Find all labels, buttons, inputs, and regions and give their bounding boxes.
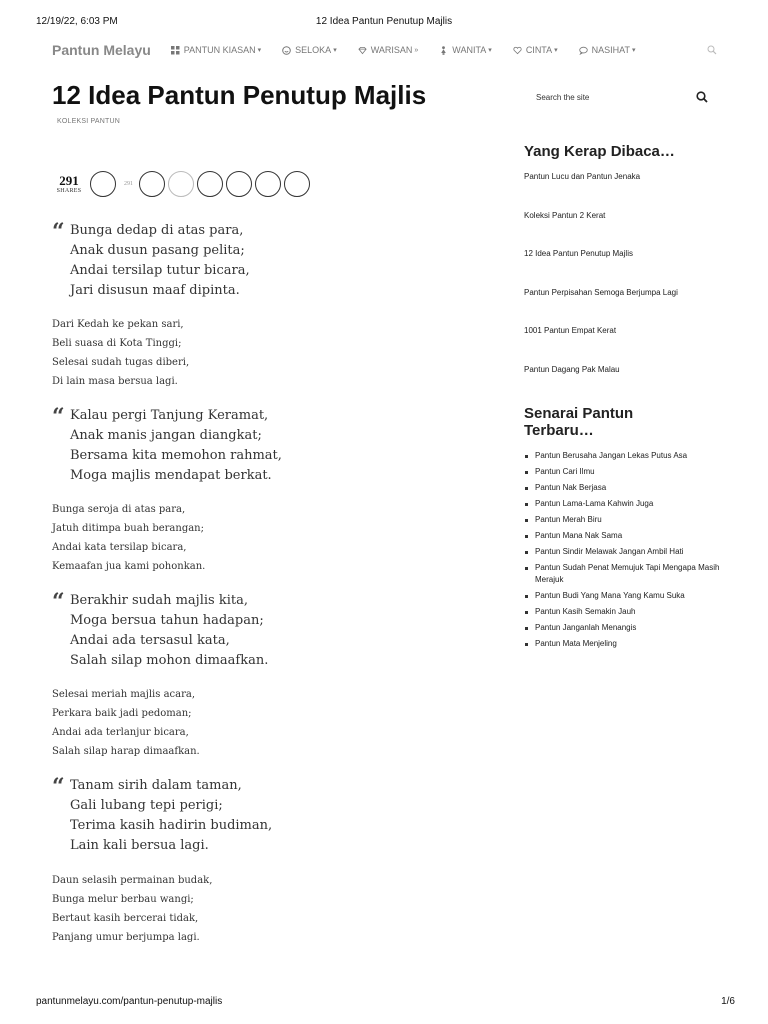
recent-item-label: Pantun Cari Ilmu bbox=[535, 467, 595, 476]
pantun-quote bbox=[52, 776, 472, 856]
woman-icon bbox=[439, 46, 448, 55]
quote-line: Andai ada tersasul kata, bbox=[70, 633, 230, 648]
recent-item[interactable] bbox=[524, 482, 724, 494]
quote-line: Jari disusun maaf dipinta. bbox=[70, 283, 240, 298]
share-button-email[interactable] bbox=[255, 171, 281, 197]
print-url: pantunmelayu.com/pantun-penutup-majlis bbox=[36, 996, 223, 1007]
pantun-quote bbox=[52, 406, 472, 486]
quote-line: Moga majlis mendapat berkat. bbox=[70, 468, 272, 483]
print-footer bbox=[0, 996, 768, 1010]
recent-item-label: Pantun Janganlah Menangis bbox=[535, 623, 637, 632]
chevron-down-icon: ▾ bbox=[257, 47, 262, 54]
chevron-down-icon: ▾ bbox=[333, 47, 337, 54]
pantun-line: Bertaut kasih bercerai tidak, bbox=[52, 913, 199, 924]
pantun-paragraph bbox=[52, 500, 472, 576]
top-navbar bbox=[52, 38, 717, 62]
quote-line: Moga bersua tahun hadapan; bbox=[70, 613, 264, 628]
pantun-line: Selesai meriah majlis acara, bbox=[52, 689, 196, 700]
page-title: 12 Idea Pantun Penutup Majlis bbox=[52, 80, 427, 110]
nav-item-label: WANITA bbox=[452, 45, 487, 55]
search-icon[interactable] bbox=[707, 45, 717, 55]
share-button-whatsapp[interactable] bbox=[168, 171, 194, 197]
chevron-down-icon: ▾ bbox=[488, 47, 492, 54]
quote-line: Andai tersilap tutur bicara, bbox=[70, 263, 250, 278]
quote-line: Gali lubang tepi perigi; bbox=[70, 798, 223, 813]
recent-item-label: Pantun Lama-Lama Kahwin Juga bbox=[535, 499, 654, 508]
recent-item[interactable] bbox=[524, 562, 724, 586]
bullet-icon bbox=[525, 611, 528, 614]
search-input[interactable] bbox=[536, 93, 686, 102]
heart-icon bbox=[513, 46, 522, 55]
recent-item-label: Pantun Mana Nak Sama bbox=[535, 531, 623, 540]
share-button-facebook[interactable] bbox=[90, 171, 116, 197]
pantun-paragraph bbox=[52, 871, 472, 947]
pantun-line: Kemaafan jua kami pohonkan. bbox=[52, 561, 206, 572]
recent-item[interactable] bbox=[524, 466, 724, 478]
quote-line: Lain kali bersua lagi. bbox=[70, 838, 209, 853]
print-header bbox=[0, 16, 768, 30]
recent-item[interactable] bbox=[524, 622, 724, 634]
pantun-line: Andai kata tersilap bicara, bbox=[52, 542, 187, 553]
share-count-number: 291 bbox=[59, 173, 79, 188]
popular-heading: Yang Kerap Dibaca… bbox=[524, 143, 675, 160]
recent-item-label: Pantun Sudah Penat Memujuk Tapi Mengapa Masih Merajuk bbox=[535, 563, 720, 584]
pantun-line: Andai ada terlanjur bicara, bbox=[52, 727, 189, 738]
quote-line: Salah silap mohon dimaafkan. bbox=[70, 653, 269, 668]
nav-item-cinta[interactable] bbox=[513, 45, 558, 55]
print-title: 12 Idea Pantun Penutup Majlis bbox=[315, 16, 453, 27]
recent-item-label: Pantun Nak Berjasa bbox=[535, 483, 607, 492]
popular-list bbox=[524, 171, 724, 402]
recent-list bbox=[524, 450, 724, 654]
category-link[interactable]: KOLEKSI PANTUN bbox=[57, 118, 120, 125]
pantun-line: Salah silap harap dimaafkan. bbox=[52, 746, 200, 757]
recent-item[interactable] bbox=[524, 606, 724, 618]
recent-heading-line: Senarai Pantun bbox=[524, 405, 634, 422]
nav-item-label: WARISAN bbox=[370, 45, 413, 55]
recent-item-label: Pantun Merah Biru bbox=[535, 515, 602, 524]
recent-item[interactable] bbox=[524, 546, 724, 558]
sidebar-search bbox=[524, 84, 718, 110]
chat-icon bbox=[579, 46, 588, 55]
pantun-line: Bunga seroja di atas para, bbox=[52, 504, 186, 515]
bullet-icon bbox=[525, 643, 528, 646]
diamond-icon bbox=[358, 46, 367, 55]
pantun-line: Daun selasih permainan budak, bbox=[52, 875, 213, 886]
bullet-icon bbox=[525, 535, 528, 538]
print-page-number: 1/6 bbox=[721, 996, 735, 1007]
bullet-icon bbox=[525, 627, 528, 630]
share-button-telegram[interactable] bbox=[226, 171, 252, 197]
popular-item[interactable]: 12 Idea Pantun Penutup Majlis bbox=[524, 249, 633, 258]
bullet-icon bbox=[525, 503, 528, 506]
quote-line: Terima kasih hadirin budiman, bbox=[70, 818, 273, 833]
recent-item[interactable] bbox=[524, 498, 724, 510]
nav-item-nasihat[interactable] bbox=[579, 45, 636, 55]
recent-item-label: Pantun Mata Menjeling bbox=[535, 639, 617, 648]
popular-item[interactable]: Pantun Perpisahan Semoga Berjumpa Lagi bbox=[524, 287, 678, 297]
bullet-icon bbox=[525, 455, 528, 458]
pantun-quote bbox=[52, 221, 472, 301]
recent-item-label: Pantun Berusaha Jangan Lekas Putus Asa bbox=[535, 451, 688, 460]
share-counter bbox=[52, 174, 86, 194]
share-button-pinterest[interactable] bbox=[197, 171, 223, 197]
quote-line: Tanam sirih dalam taman, bbox=[70, 778, 242, 793]
quote-line: Anak manis jangan diangkat; bbox=[70, 428, 262, 443]
pantun-paragraph bbox=[52, 685, 472, 761]
recent-item[interactable] bbox=[524, 450, 724, 462]
share-button-twitter[interactable] bbox=[139, 171, 165, 197]
quote-icon: “ bbox=[52, 774, 65, 800]
bullet-icon bbox=[525, 551, 528, 554]
recent-heading bbox=[524, 405, 633, 439]
pantun-line: Beli suasa di Kota Tinggi; bbox=[52, 338, 182, 349]
pantun-line: Selesai sudah tugas diberi, bbox=[52, 357, 190, 368]
popular-item[interactable]: 1001 Pantun Empat Kerat bbox=[524, 326, 617, 335]
quote-icon: “ bbox=[52, 589, 65, 615]
bullet-icon bbox=[525, 471, 528, 474]
bullet-icon bbox=[525, 595, 528, 598]
recent-item[interactable] bbox=[524, 514, 724, 526]
nav-item-label: SELOKA bbox=[295, 45, 332, 55]
share-bar bbox=[52, 168, 310, 200]
nav-item-pantun-kiasan[interactable] bbox=[171, 45, 261, 55]
nav-item-seloka[interactable] bbox=[282, 45, 337, 55]
popular-item[interactable]: Pantun Dagang Pak Malau bbox=[524, 364, 620, 374]
popular-item[interactable]: Pantun Lucu dan Pantun Jenaka bbox=[524, 172, 641, 181]
nav-item-warisan[interactable] bbox=[358, 45, 419, 55]
pantun-line: Di lain masa bersua lagi. bbox=[52, 376, 178, 387]
nav-item-label: PANTUN KIASAN bbox=[183, 45, 256, 55]
smile-icon bbox=[282, 46, 291, 55]
recent-item[interactable] bbox=[524, 530, 724, 542]
chevron-down-icon: ▾ bbox=[632, 47, 636, 54]
popular-item[interactable]: Koleksi Pantun 2 Kerat bbox=[524, 210, 606, 220]
nav-menu bbox=[171, 45, 717, 55]
print-datetime: 12/19/22, 6:03 PM bbox=[36, 16, 118, 27]
chevron-right-icon: » bbox=[414, 46, 419, 54]
share-buttons-group bbox=[139, 171, 310, 197]
pantun-line: Perkara baik jadi pedoman; bbox=[52, 708, 192, 719]
quote-line: Bunga dedap di atas para, bbox=[70, 223, 244, 238]
pantun-line: Bunga melur berbau wangi; bbox=[52, 894, 194, 905]
quote-line: Bersama kita memohon rahmat, bbox=[70, 448, 282, 463]
quote-line: Kalau pergi Tanjung Keramat, bbox=[70, 408, 269, 423]
quote-line: Berakhir sudah majlis kita, bbox=[70, 593, 248, 608]
pantun-line: Dari Kedah ke pekan sari, bbox=[52, 319, 184, 330]
share-button-more[interactable] bbox=[284, 171, 310, 197]
recent-item[interactable] bbox=[524, 590, 724, 602]
pantun-line: Panjang umur berjumpa lagi. bbox=[52, 932, 200, 943]
bullet-icon bbox=[525, 567, 528, 570]
chevron-down-icon: ▾ bbox=[554, 47, 558, 54]
quote-icon: “ bbox=[52, 219, 65, 245]
grid-icon bbox=[171, 46, 180, 55]
nav-item-label: CINTA bbox=[525, 45, 553, 55]
recent-heading-line: Terbaru… bbox=[524, 422, 594, 439]
bullet-icon bbox=[525, 487, 528, 490]
pantun-paragraph bbox=[52, 315, 472, 391]
recent-item-label: Pantun Budi Yang Mana Yang Kamu Suka bbox=[535, 591, 685, 600]
site-name-link[interactable]: Pantun Melayu bbox=[52, 42, 151, 58]
share-mini-count: 291 bbox=[124, 181, 133, 187]
recent-item-label: Pantun Sindir Melawak Jangan Ambil Hati bbox=[535, 547, 684, 556]
nav-item-wanita[interactable] bbox=[439, 45, 492, 55]
pantun-line: Jatuh ditimpa buah berangan; bbox=[52, 523, 204, 534]
nav-item-label: NASIHAT bbox=[591, 45, 631, 55]
pantun-quote bbox=[52, 591, 472, 671]
quote-line: Anak dusun pasang pelita; bbox=[70, 243, 245, 258]
recent-item[interactable] bbox=[524, 638, 724, 650]
share-count-label: SHARES bbox=[56, 188, 82, 194]
bullet-icon bbox=[525, 519, 528, 522]
recent-item-label: Pantun Kasih Semakin Jauh bbox=[535, 607, 636, 616]
quote-icon: “ bbox=[52, 404, 65, 430]
search-icon[interactable] bbox=[696, 90, 710, 104]
